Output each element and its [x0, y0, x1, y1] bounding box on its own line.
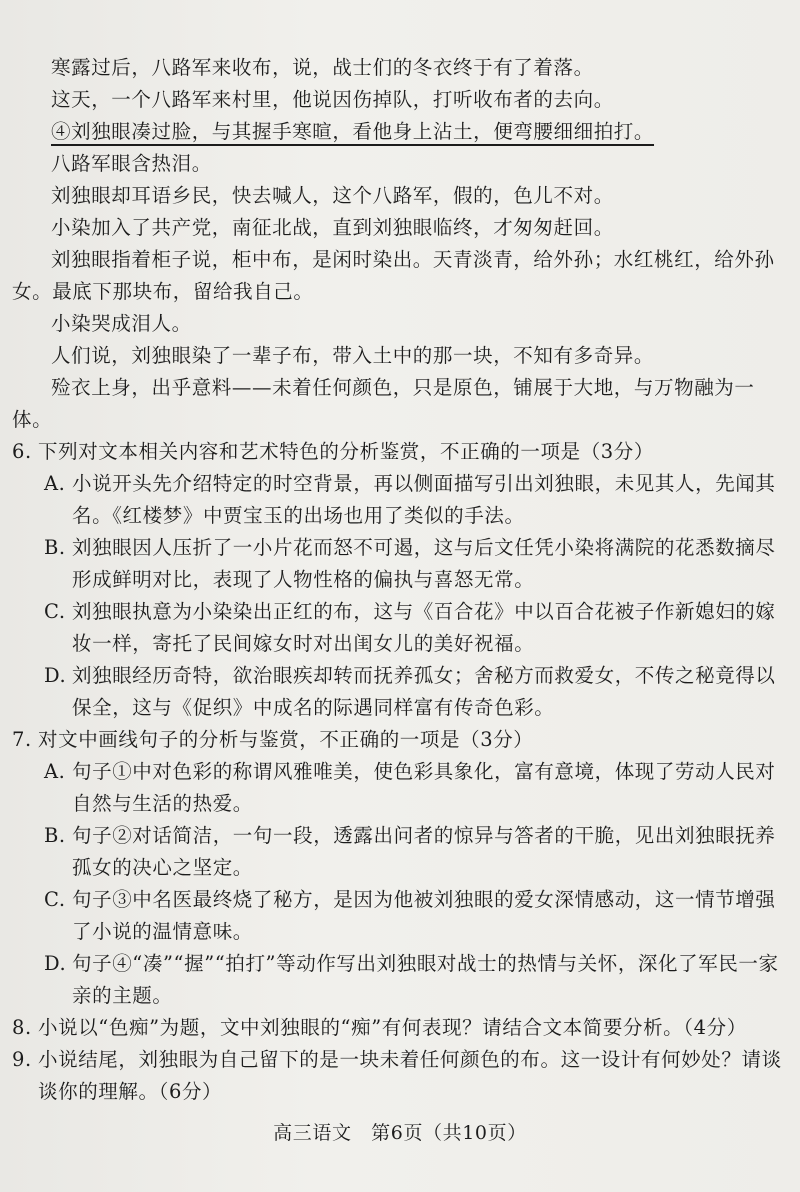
- passage-line: 八路军眼含热泪。: [51, 152, 212, 175]
- passage-line: 小染哭成泪人。: [51, 312, 192, 335]
- option-text: 句子④“凑”“握”“拍打”等动作写出刘独眼对战士的热情与关怀，深化了军民一家亲的主题。: [72, 952, 779, 1007]
- question-number: 8.: [12, 1016, 32, 1039]
- underlined-sentence-4: ④刘独眼凑过脸，与其握手寒暄，看他身上沾土，便弯腰细细拍打。: [51, 120, 655, 143]
- option-text: 刘独眼经历奇特，欲治眼疾却转而抚养孤女；舍秘方而救爱女，不传之秘竟得以保全，这与《促织》中成名的际遇同样富有传奇色彩。: [72, 664, 776, 719]
- passage-line-underlined: [12, 116, 782, 148]
- question-stem: [12, 436, 782, 468]
- option-label: D.: [44, 664, 67, 687]
- exam-text: [12, 52, 782, 1108]
- option-label: A.: [44, 472, 66, 495]
- option-label: D.: [44, 952, 67, 975]
- passage-line: 小染加入了共产党，南征北战，直到刘独眼临终，才匆匆赶回。: [51, 216, 614, 239]
- question-number: 6.: [12, 440, 32, 463]
- question-number: 7.: [12, 728, 32, 751]
- option-text: 句子①中对色彩的称谓风雅唯美，使色彩具象化，富有意境，体现了劳动人民对自然与生活的热爱。: [72, 760, 776, 815]
- passage-line: 寒露过后，八路军来收布，说，战士们的冬衣终于有了着落。: [51, 56, 594, 79]
- option-d: [12, 660, 782, 724]
- question-text: 下列对文本相关内容和艺术特色的分析鉴赏，不正确的一项是（3分）: [38, 440, 655, 463]
- passage-line: 殓衣上身，出乎意料——未着任何颜色，只是原色，铺展于大地，与万物融为一体。: [12, 376, 755, 431]
- option-b: [12, 820, 782, 884]
- question-stem: [12, 1044, 782, 1108]
- option-c: [12, 884, 782, 948]
- question-9: [12, 1044, 782, 1108]
- option-label: C.: [44, 888, 66, 911]
- passage-line: 刘独眼指着柜子说，柜中布，是闲时染出。天青淡青，给外孙；水红桃红，给外孙女。最底下那块布，留给我自己。: [12, 248, 775, 303]
- question-text: 小说以“色痴”为题，文中刘独眼的“痴”有何表现？请结合文本简要分析。（4分）: [38, 1016, 747, 1039]
- question-number: 9.: [12, 1048, 32, 1071]
- option-text: 小说开头先介绍特定的时空背景，再以侧面描写引出刘独眼，未见其人，先闻其名。《红楼梦》中贾宝玉的出场也用了类似的手法。: [72, 472, 776, 527]
- passage-line: 这天，一个八路军来村里，他说因伤掉队，打听收布者的去向。: [51, 88, 614, 111]
- question-8: [12, 1012, 782, 1044]
- question-6: [12, 436, 782, 724]
- option-label: A.: [44, 760, 66, 783]
- option-text: 刘独眼因人压折了一小片花而怒不可遏，这与后文任凭小染将满院的花悉数摘尽形成鲜明对比，表现了人物性格的偏执与喜怒无常。: [72, 536, 776, 591]
- option-text: 刘独眼执意为小染染出正红的布，这与《百合花》中以百合花被子作新媳妇的嫁妆一样，寄托了民间嫁女时对出闺女儿的美好祝福。: [72, 600, 776, 655]
- question-stem: [12, 1012, 782, 1044]
- option-label: C.: [44, 600, 66, 623]
- question-text: 对文中画线句子的分析与鉴赏，不正确的一项是（3分）: [38, 728, 534, 751]
- option-label: B.: [44, 824, 66, 847]
- passage-line: 人们说，刘独眼染了一辈子布，带入土中的那一块，不知有多奇异。: [51, 344, 655, 367]
- option-a: [12, 468, 782, 532]
- option-text: 句子②对话简洁，一句一段，透露出问者的惊异与答者的干脆，见出刘独眼抚养孤女的决心之坚定。: [72, 824, 776, 879]
- option-a: [12, 756, 782, 820]
- option-c: [12, 596, 782, 660]
- passage-line: 刘独眼却耳语乡民，快去喊人，这个八路军，假的，色儿不对。: [51, 184, 614, 207]
- question-text: 小说结尾，刘独眼为自己留下的是一块未着任何颜色的布。这一设计有何妙处？请谈谈你的理解。（6分）: [38, 1048, 782, 1103]
- option-d: [12, 948, 782, 1012]
- question-stem: [12, 724, 782, 756]
- question-7: [12, 724, 782, 1012]
- option-label: B.: [44, 536, 66, 559]
- page-footer: 高三语文 第6页（共10页）: [273, 1122, 527, 1144]
- option-b: [12, 532, 782, 596]
- option-text: 句子③中名医最终烧了秘方，是因为他被刘独眼的爱女深情感动，这一情节增强了小说的温情意味。: [72, 888, 776, 943]
